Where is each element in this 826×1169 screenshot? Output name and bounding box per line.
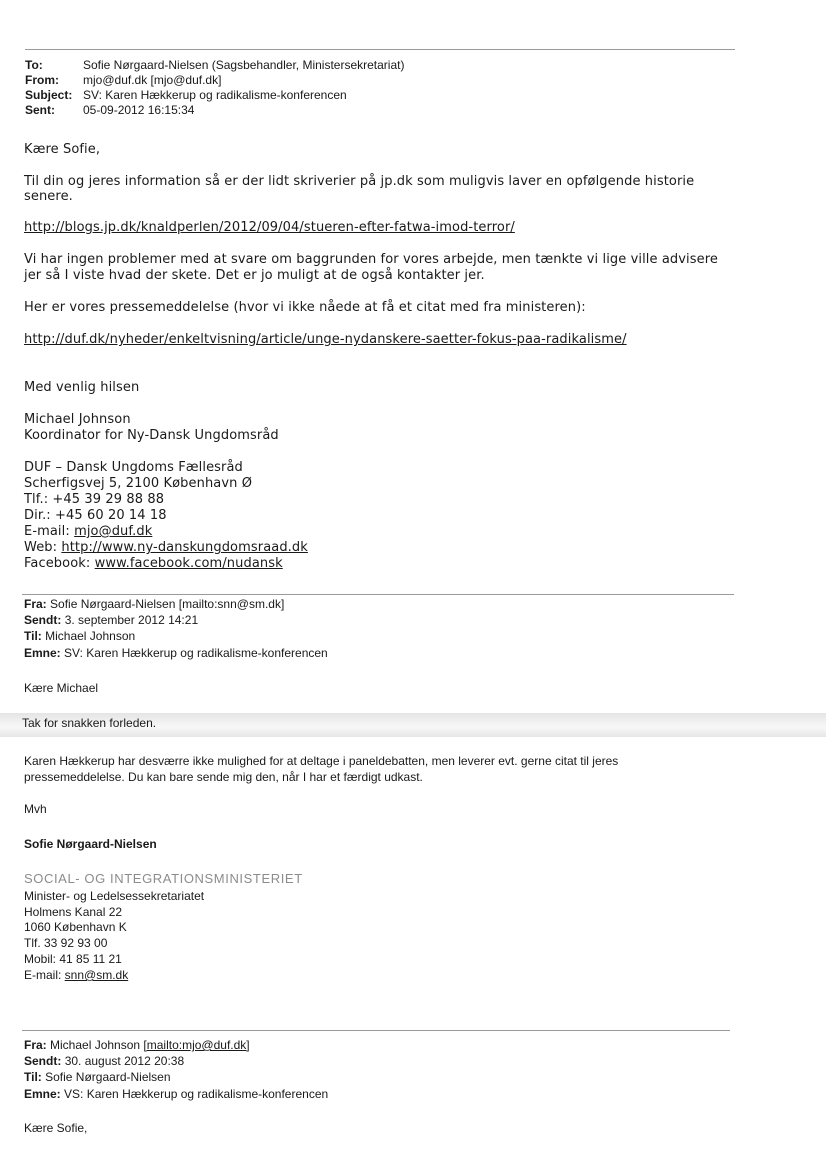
facebook-label: Facebook: <box>24 556 95 571</box>
duf-email-link[interactable]: mjo@duf.dk <box>74 524 153 539</box>
til-value: Michael Johnson <box>45 629 136 643</box>
message2-para-line2: pressemeddelelse. Du kan bare sende mig den, når I har et færdigt udkast. <box>24 770 423 784</box>
fra-label: Fra: <box>24 597 47 611</box>
ministry-email-label: E-mail: <box>24 968 65 982</box>
sent-value: 05-09-2012 16:15:34 <box>83 103 195 117</box>
sendt-value-3: 30. august 2012 20:38 <box>64 1054 185 1068</box>
message1-para1-line2: senere. <box>24 189 73 204</box>
message3-emne-row <box>24 1086 328 1103</box>
message2-emne-row <box>24 645 328 662</box>
message1-dir: Dir.: +45 60 20 14 18 <box>24 508 167 523</box>
message1-address: Scherfigsvej 5, 2100 København Ø <box>24 476 253 491</box>
to-value: Sofie Nørgaard-Nielsen (Sagsbehandler, Ministersekretariat) <box>83 58 405 72</box>
message3-til-row <box>24 1069 171 1086</box>
mailto-mjo-link[interactable]: [mailto:mjo@duf.dk] <box>143 1038 250 1052</box>
fra-value-3: Michael Johnson <box>50 1038 144 1052</box>
to-label: To: <box>25 58 43 72</box>
subject-value: SV: Karen Hækkerup og radikalisme-konferencen <box>83 88 347 102</box>
message1-para2-line1: Vi har ingen problemer med at svare om baggrunden for vores arbejde, men tænkte vi lige ville advisere <box>24 252 719 267</box>
ministry-tlf: Tlf. 33 92 93 00 <box>24 936 108 950</box>
ministry-mobil: Mobil: 41 85 11 21 <box>24 952 122 966</box>
sent-label: Sent: <box>25 103 55 117</box>
message2-sig-name: Sofie Nørgaard-Nielsen <box>24 837 157 851</box>
message2-fra-row <box>24 596 284 613</box>
message1-para1-line1: Til din og jeres information så er der lidt skriverier på jp.dk som muligvis laver en opfølgende historie <box>24 174 695 189</box>
facebook-link[interactable]: www.facebook.com/nudansk <box>94 556 283 571</box>
til-label-3: Til: <box>24 1070 42 1084</box>
emne-value: SV: Karen Hækkerup og radikalisme-konferencen <box>64 646 328 660</box>
top-divider <box>25 49 735 50</box>
message2-mvh: Mvh <box>24 802 47 816</box>
sendt-label-3: Sendt: <box>24 1054 62 1068</box>
emne-label: Emne: <box>24 646 61 660</box>
web-label: Web: <box>24 540 62 555</box>
emne-value-3: VS: Karen Hækkerup og radikalisme-konferencen <box>64 1087 329 1101</box>
jp-blog-link[interactable]: http://blogs.jp.dk/knaldperlen/2012/09/04/stueren-efter-fatwa-imod-terror/ <box>24 220 515 235</box>
fra-label-3: Fra: <box>24 1038 47 1052</box>
emne-label-3: Emne: <box>24 1087 61 1101</box>
message1-org: DUF – Dansk Ungdoms Fællesråd <box>24 460 243 475</box>
message2-sendt-row <box>24 612 198 629</box>
ministry-street: Holmens Kanal 22 <box>24 905 123 919</box>
subject-label: Subject: <box>25 88 73 102</box>
message2-divider <box>22 594 734 595</box>
sendt-value: 3. september 2012 14:21 <box>64 613 199 627</box>
message2-line1: Tak for snakken forleden. <box>22 716 157 730</box>
website-link[interactable]: http://www.ny-danskungdomsraad.dk <box>61 540 308 555</box>
message3-divider <box>22 1030 730 1031</box>
message2-para-line1: Karen Hækkerup har desværre ikke mulighed for at deltage i paneldebatten, men leverer evt. gerne citat til jeres <box>24 754 619 768</box>
header-subject-row <box>25 88 347 103</box>
from-label: From: <box>25 73 59 87</box>
header-sent-row <box>25 103 194 118</box>
header-to-row <box>25 58 404 73</box>
message1-sig-title: Koordinator for Ny-Dansk Ungdomsråd <box>24 428 279 443</box>
fra-value: Sofie Nørgaard-Nielsen [mailto:snn@sm.dk] <box>50 597 285 611</box>
email-label: E-mail: <box>24 524 75 539</box>
from-value: mjo@duf.dk [mjo@duf.dk] <box>83 73 222 87</box>
message1-para3: Her er vores pressemeddelelse (hvor vi ikke nåede at få et citat med fra ministeren): <box>24 300 586 315</box>
message3-sendt-row <box>24 1053 184 1070</box>
ministry-email-row <box>24 967 128 984</box>
message1-link2-row <box>24 331 627 349</box>
til-label: Til: <box>24 629 42 643</box>
message2-til-row <box>24 628 135 645</box>
message1-tlf: Tlf.: +45 39 29 88 88 <box>24 492 165 507</box>
ministry-city: 1060 København K <box>24 920 127 934</box>
press-release-link[interactable]: http://duf.dk/nyheder/enkeltvisning/article/unge-nydanskere-saetter-fokus-paa-radikalisme/ <box>24 332 627 347</box>
til-value-3: Sofie Nørgaard-Nielsen <box>45 1070 171 1084</box>
snn-email-link[interactable]: snn@sm.dk <box>64 968 129 982</box>
header-from-row <box>25 73 221 88</box>
sendt-label: Sendt: <box>24 613 62 627</box>
message1-para2-line2: jer så I viste hvad der skete. Det er jo muligt at de også kontakter jer. <box>24 268 485 283</box>
message1-closing: Med venlig hilsen <box>24 380 140 395</box>
message3-greeting: Kære Sofie, <box>24 1121 88 1135</box>
message1-sig-name: Michael Johnson <box>24 412 131 427</box>
message2-greeting: Kære Michael <box>24 681 99 695</box>
message1-greeting: Kære Sofie, <box>24 142 101 157</box>
ministry-name: SOCIAL- OG INTEGRATIONSMINISTERIET <box>24 871 303 886</box>
message1-link1-row <box>24 219 515 237</box>
message1-facebook-row <box>24 555 283 573</box>
message3-fra-row <box>24 1037 250 1054</box>
ministry-dept: Minister- og Ledelsessekretariatet <box>24 889 205 903</box>
